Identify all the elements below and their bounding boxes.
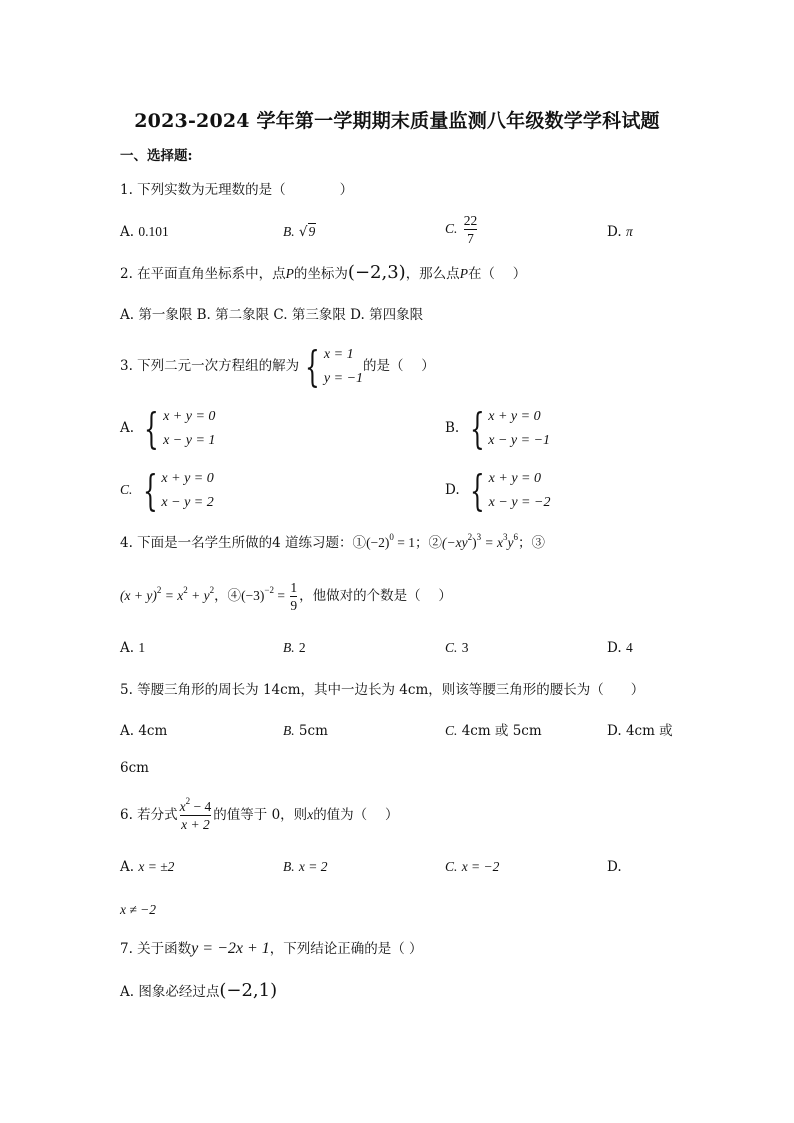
q6-c-value: x = −2 [461,859,500,874]
q1-b-label: B. [283,224,295,239]
q6-option-c [445,857,499,877]
q2-stem-b: 的坐标为 [293,266,348,282]
q4-e4-num: 1 [290,580,298,595]
q5-d-value: 4cm 或 [625,723,673,739]
q4-e2-rhs-sup1: 3 [503,532,508,542]
q4-e3-rhs: = x [161,588,184,603]
q2-stem-c: ，那么点 [405,266,460,282]
q4-d-label: D. [607,640,622,656]
q4-stem-a: 4. 下面是一名学生所做的4 道练习题：① [120,535,367,551]
q4-e3-rhs-plus: + y [187,588,210,603]
q3-option-b [445,404,550,453]
q4-stem-b: ，他做对的个数是（ ） [299,588,452,604]
q4-e3-rhs-sup1: 2 [183,585,188,595]
q7-a-point: (−2,1) [219,980,278,1001]
q6-c-label: C. [445,859,458,874]
q4-b-value: 2 [298,640,306,655]
q5-option-d-continued: 6cm [120,760,149,776]
q2-point-p-2: P [459,266,468,281]
q4-d-value: 4 [625,640,633,655]
q1-d-label: D. [607,224,622,240]
q4-a-label: A. [120,640,135,656]
q3-d-label: D. [445,482,460,498]
q4-sep1: ；② [415,535,443,551]
q4-e1: (−2) [366,535,390,550]
q4-e2-close: ) [472,535,477,550]
q3-a-label: A. [120,420,135,436]
q1-c-denominator: 7 [467,231,474,246]
q3-stem-b: 的是（ ） [363,358,435,374]
q1-option-b [283,222,316,242]
q2-stem-d: 在（ ） [467,266,527,282]
q4-e3: (x + y) [120,588,157,603]
q2-stem [120,263,526,284]
q1-d-value: π [625,224,633,239]
q1-b-radicand: 9 [308,224,316,239]
q5-b-value: 5cm [298,723,328,739]
q5-c-label: C. [445,723,458,738]
section-heading: 一、选择题: [120,148,193,164]
q3-option-d [445,466,550,515]
q3-a-eq2: x − y = 1 [163,432,216,448]
q4-e4-den: 9 [290,598,298,613]
q1-c-fraction [464,212,478,247]
q4-e3-rhs-sup2: 2 [209,585,215,595]
q5-a-value: 4cm [138,723,168,739]
q5-c-value: 4cm 或 5cm [461,723,542,739]
q4-e2-base: (−xy [442,535,468,550]
brace-icon: { [305,341,320,391]
q4-e2-sup-in: 2 [467,532,473,542]
q1-c-numerator: 22 [463,213,478,228]
q7-a-text: A. 图象必经过点 [120,984,220,1000]
q7-stem [120,939,423,959]
q3-b-eq1: x + y = 0 [488,408,541,424]
q1-option-d [607,222,633,242]
q4-e4: (−3) [241,588,265,603]
q5-option-a [120,721,167,741]
q4-c-value: 3 [461,640,469,655]
q4-option-c [445,638,468,658]
q6-b-value: x = 2 [298,859,328,874]
q6-fraction [180,798,212,833]
q7-stem-b: ，下列结论正确的是（ ） [269,941,423,957]
q4-e2-rhs-sup2: 6 [513,532,518,542]
q4-e2-rhs-y: y [507,535,514,550]
q3-c-eq1: x + y = 0 [161,470,214,486]
q6-numerator-rest: − 4 [190,799,212,814]
exam-title: 2023-2024 学年第一学期期末质量监测八年级数学学科试题 [134,110,660,132]
q5-a-label: A. [120,723,135,739]
q3-c-eq2: x − y = 2 [161,494,214,510]
q1-c-label: C. [445,221,458,236]
q1-stem: 1. 下列实数为无理数的是（ ） [120,182,354,198]
q3-solution-system [299,343,363,391]
q4-sep2: ；③ [518,535,545,551]
q5-d-label: D. [607,723,622,739]
q3-stem-a: 3. 下列二元一次方程组的解为 [120,358,300,374]
q4-sep3: ，④ [214,588,242,604]
q4-stem-line1 [120,533,545,553]
q4-e2-sup: 3 [476,532,482,542]
q4-c-label: C. [445,640,458,655]
q6-option-b [283,857,328,877]
q1-a-value: 0.101 [138,224,169,239]
q6-stem-a: 6. 若分式 [120,807,178,823]
q4-option-b [283,638,306,658]
q6-option-a [120,857,174,877]
q4-stem-line2 [120,578,452,614]
q3-option-a [120,404,215,453]
q5-option-b [283,721,328,741]
q4-option-a [120,638,145,658]
brace-icon: { [142,465,158,515]
q6-a-label: A. [120,859,135,875]
q5-option-c [445,721,542,741]
q6-d-value: x ≠ −2 [120,902,157,917]
q4-e1-sup: 0 [389,532,394,542]
q1-a-label: A. [120,224,135,240]
q4-b-label: B. [283,640,295,655]
q7-function: y = −2x + 1 [191,940,270,957]
q1-option-c [445,212,479,247]
q3-d-eq1: x + y = 0 [488,470,541,486]
q7-stem-a: 7. 关于函数 [120,941,192,957]
q7-option-a [120,981,277,1002]
q2-point-p: P [285,266,294,281]
q6-stem [120,796,398,834]
q6-numerator-x: x [179,799,186,814]
q6-stem-b: 的值等于 0，则 [213,807,308,823]
q1-option-a [120,222,169,242]
q6-option-d: D. [607,859,622,875]
q6-x: x [307,807,314,822]
brace-icon: { [144,403,160,453]
q3-sol-x: x = 1 [323,346,354,362]
q4-e3-sup: 2 [156,585,162,595]
q4-e4-fraction [290,579,297,614]
q6-b-label: B. [283,859,295,874]
q4-a-value: 1 [138,640,146,655]
q5-b-label: B. [283,723,295,738]
q5-option-d [607,721,673,741]
q3-c-label: C. [120,482,133,497]
q4-e2-rhs: = x [481,535,503,550]
q6-stem-c: 的值为（ ） [313,807,399,823]
q3-stem [120,342,435,391]
q3-option-c [120,466,214,515]
q2-options: A. 第一象限 B. 第二象限 C. 第三象限 D. 第四象限 [120,307,424,323]
q4-e1-rhs: = 1 [393,535,416,550]
q5-stem: 5. 等腰三角形的周长为 14cm，其中一边长为 4cm，则该等腰三角形的腰长为（ ） [120,682,645,698]
brace-icon: { [469,403,485,453]
q2-coordinate: (−2,3) [347,262,406,283]
q3-b-eq2: x − y = −1 [488,432,551,448]
q6-a-value: x = ±2 [138,859,175,874]
q4-e4-eq: = [274,588,289,603]
q4-option-d [607,638,633,658]
q4-e4-sup: −2 [264,585,274,595]
q1-b-sqrt: √9 [298,224,316,240]
q2-stem-a: 2. 在平面直角坐标系中，点 [120,266,286,282]
q6-numerator-sup: 2 [185,796,191,806]
q3-d-eq2: x − y = −2 [488,494,551,510]
q3-b-label: B. [445,420,460,436]
q3-sol-y: y = −1 [323,370,364,386]
brace-icon: { [469,465,485,515]
q6-denominator: x + 2 [181,817,210,832]
q3-a-eq1: x + y = 0 [163,408,216,424]
